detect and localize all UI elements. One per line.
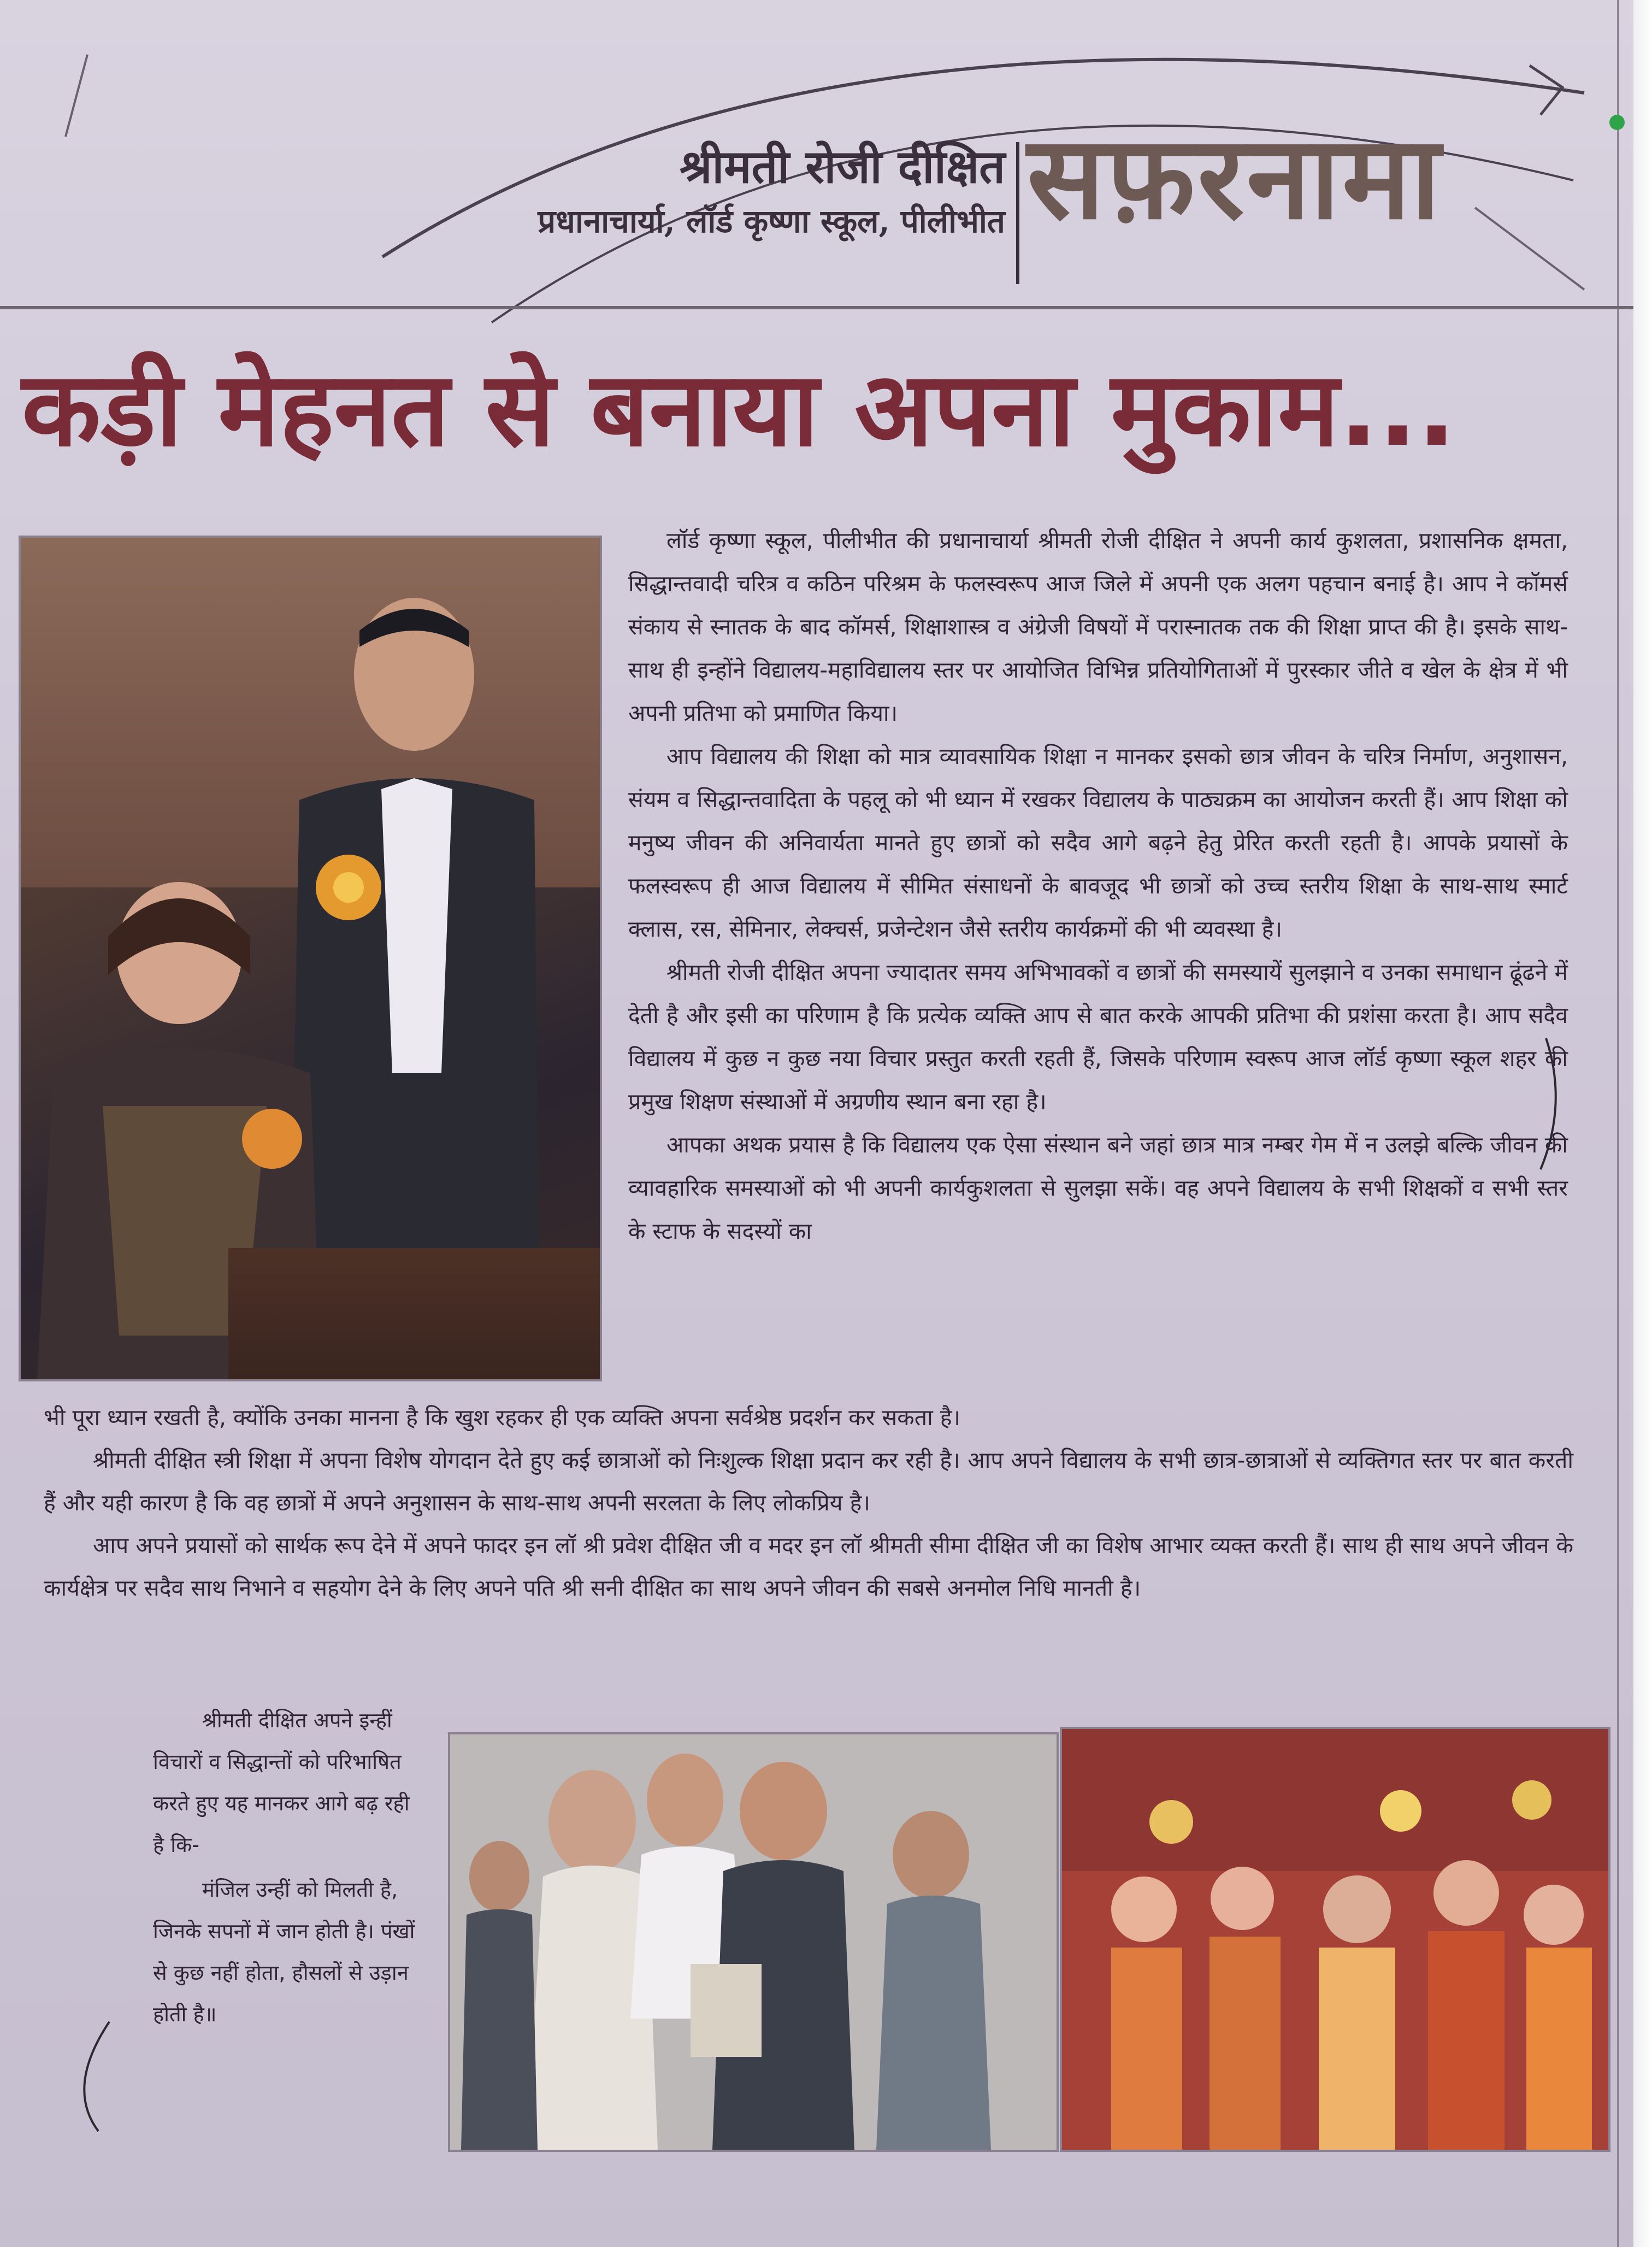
group-photo-figures bbox=[450, 1734, 1057, 2150]
byline-name: श्रीमती रोजी दीक्षित bbox=[679, 139, 1005, 193]
masthead-rule bbox=[0, 306, 1633, 309]
article-side-text bbox=[153, 1699, 426, 2038]
desk bbox=[228, 1248, 600, 1379]
portrait-photo bbox=[19, 536, 602, 1381]
children-event-photo bbox=[1060, 1727, 1610, 2152]
scan-edge bbox=[1633, 0, 1652, 2247]
paragraph: आप विद्यालय की शिक्षा को मात्र व्यावसायिक शिक्षा न मानकर इसको छात्र जीवन के चरित्र निर्माण, अनुशासन, संयम व सिद्धान्तवादिता के पहलू को भी ध्यान में रखकर विद्यालय के पाठ्यक्रम का आयोजन करती हैं। आप शिक्षा को मनुष्य जीवन की अनिवार्यता मानते हुए छात्रों को सदैव आगे बढ़ने हेतु प्रेरित करती रहती है। आपके प्रयासों के फलस्वरूप ही आज विद्यालय में सीमित संसाधनों के बावजूद भी छात्रों को उच्च स्तरीय शिक्षा के साथ-साथ स्मार्ट क्लास, रस, सेमिनार, लेक्चर्स, प्रजेन्टेशन जैसे स्तरीय कार्यक्रमों की भी व्यवस्था है। bbox=[628, 743, 1568, 942]
paragraph: लॉर्ड कृष्णा स्कूल, पीलीभीत की प्रधानाचार्या श्रीमती रोजी दीक्षित ने अपनी कार्य कुशलता, प्रशासनिक क्षमता, सिद्धान्तवादी चरित्र व कठिन परिश्रम के फलस्वरूप आज जिले में अपनी एक अलग पहचान बनाई है। आप ने कॉमर्स संकाय से स्नातक के बाद कॉमर्स, शिक्षाशास्त्र व अंग्रेजी विषयों में परास्नातक तक की शिक्षा प्राप्त की है। इसके साथ-साथ ही इन्होंने विद्यालय-महाविद्यालय स्तर पर आयोजित विभिन्न प्रतियोगिताओं में पुरस्कार जीते व खेल के क्षेत्र में भी अपनी प्रतिभा को प्रमाणित किया। bbox=[628, 527, 1568, 726]
group-photo bbox=[448, 1732, 1059, 2152]
paragraph: श्रीमती दीक्षित स्त्री शिक्षा में अपना विशेष योगदान देते हुए कई छात्राओं को निःशुल्क शिक्षा प्रदान कर रही है। आप अपने विद्यालय के सभी छात्र-छात्राओं से व्यक्तिगत स्तर पर बात करती हैं और यही कारण है कि वह छात्रों में अपने अनुशासन के साथ-साथ अपनी सरलता के लिए लोकप्रिय है। bbox=[44, 1447, 1573, 1516]
article-full-width-text bbox=[44, 1396, 1573, 1609]
paragraph: श्रीमती रोजी दीक्षित अपना ज्यादातर समय अभिभावकों व छात्रों की समस्यायें सुलझाने व उनका समाधान ढूंढने में देती है और इसी का परिणाम है कि प्रत्येक व्यक्ति आप से बात करके आपकी प्रतिभा की प्रशंसा करता है। आप सदैव विद्यालय में कुछ न कुछ नया विचार प्रस्तुत करती रहती हैं, जिसके परिणाम स्वरूप आज लॉर्ड कृष्णा स्कूल शहर की प्रमुख शिक्षण संस्थाओं में अग्रणीय स्थान बना रहा है। bbox=[628, 959, 1568, 1115]
paragraph: आपका अथक प्रयास है कि विद्यालय एक ऐसा संस्थान बने जहां छात्र मात्र नम्बर गेम में न उलझे बल्कि जीवन की व्यावहारिक समस्याओं को भी अपनी कार्यकुशलता से सुलझा सकें। वह अपने विद्यालय के सभी शिक्षकों व सभी स्तर के स्टाफ के सदस्यों का bbox=[628, 1132, 1568, 1244]
children-photo-figures bbox=[1062, 1729, 1608, 2150]
page-fold-line bbox=[1617, 0, 1619, 2247]
quote-paragraph: मंजिल उन्हीं को मिलती है, जिनके सपनों में जान होती है। पंखों से कुछ नहीं होता, हौसलों से उड़ान होती है॥ bbox=[153, 1878, 415, 2026]
article-column-text bbox=[628, 519, 1568, 1253]
paragraph: श्रीमती दीक्षित अपने इन्हीं विचारों व सिद्धान्तों को परिभाषित करते हुए यह मानकर आगे बढ़ रही है कि- bbox=[153, 1708, 410, 1857]
paragraph: भी पूरा ध्यान रखती है, क्योंकि उनका मानना है कि खुश रहकर ही एक व्यक्ति अपना सर्वश्रेष्ठ प्रदर्शन कर सकता है। bbox=[44, 1404, 961, 1431]
byline-divider bbox=[1016, 142, 1019, 284]
byline-role: प्रधानाचार्या, लॉर्ड कृष्णा स्कूल, पीलीभीत bbox=[538, 203, 1005, 240]
section-logo: सफ़रनामा bbox=[1027, 110, 1443, 245]
article-headline: कड़ी मेहनत से बनाया अपना मुकाम... bbox=[22, 350, 1456, 469]
paragraph: आप अपने प्रयासों को सार्थक रूप देने में अपने फादर इन लॉ श्री प्रवेश दीक्षित जी व मदर इन लॉ श्रीमती सीमा दीक्षित जी का विशेष आभार व्यक्त करती हैं। साथ ही साथ अपने जीवन के कार्यक्षेत्र पर सदैव साथ निभाने व सहयोग देने के लिए अपने पति श्री सनी दीक्षित का साथ अपने जीवन की सबसे अनमोल निधि मानती है। bbox=[44, 1532, 1573, 1601]
byline bbox=[426, 137, 1005, 246]
